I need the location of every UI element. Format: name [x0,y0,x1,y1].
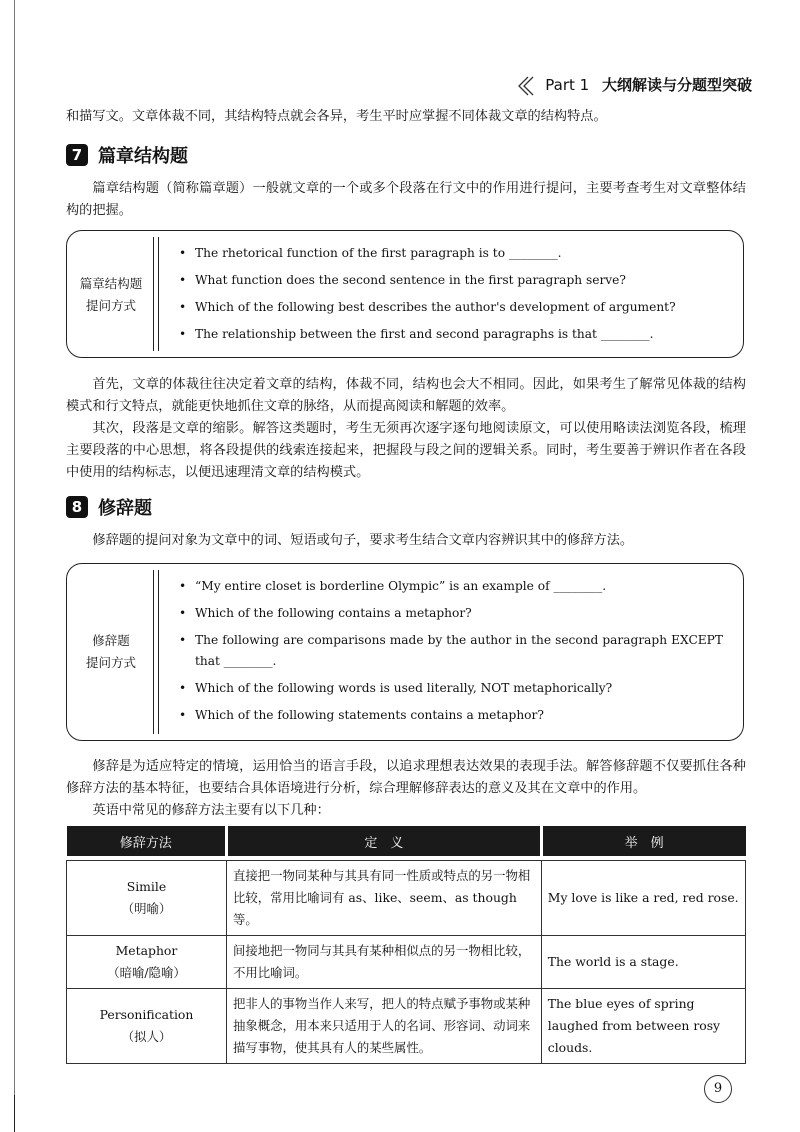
table-row [67,936,746,989]
page-number: 9 [704,1075,732,1103]
column-header-definition: 定 义 [226,826,541,856]
section-7-box-label: 篇章结构题 提问方式 [79,276,143,313]
example-cell: The blue eyes of spring laughed from between rosy clouds. [541,989,745,1064]
term-cell: Simile （明喻） [67,861,227,936]
list-item: • Which of the following best describes the author's development of argument? [179,297,723,318]
column-header-example: 举 例 [541,826,745,856]
list-item: • The relationship between the first and second paragraphs is that ________. [179,324,723,345]
section-7-paragraph-1: 首先，文章的体裁往往决定着文章的结构，体裁不同，结构也会大不相同。因此，如果考生了解常见体裁的结构模式和行文特点，就能更快地抓住文章的脉络，从而提高阅读和解题的效率。 [66,377,746,414]
header-part: Part 1 [545,76,590,94]
list-item: • The following are comparisons made by the author in the second paragraph EXCEPT that ________. [179,630,723,672]
table-header-row [67,826,746,856]
definition-cell: 间接地把一物同与其具有某种相似点的另一物相比较，不用比喻词。 [226,936,541,989]
margin-rule-bottom [14,1095,15,1132]
list-item: • “My entire closet is borderline Olympic” is an example of ________. [179,576,723,597]
margin-rule [14,0,15,1132]
table-row [67,989,746,1064]
term-cell: Personification （拟人） [67,989,227,1064]
section-7-question-list [179,243,723,345]
section-7-number: 7 [66,144,88,166]
example-cell: My love is like a red, red rose. [541,861,745,936]
section-8-box-label: 修辞题 提问方式 [85,633,136,670]
section-8-title: 修辞题 [98,498,152,519]
section-7-description: 篇章结构题（简称篇章题）一般就文章的一个或多个段落在行文中的作用进行提问，主要考查考生对文章整体结构的把握。 [66,181,746,218]
list-item: • The rhetorical function of the first paragraph is to ________. [179,243,723,264]
term-cell: Metaphor （暗喻/隐喻） [67,936,227,989]
section-8-question-list [179,576,723,726]
rhetoric-table [66,826,746,1064]
example-cell: The world is a stage. [541,936,745,989]
definition-cell: 把非人的事物当作人来写，把人的特点赋予事物或某种抽象概念，用本来只适用于人的名词、形容词、动词来描写事物，使其具有人的某些属性。 [226,989,541,1064]
table-row [67,861,746,936]
section-8-number: 8 [66,496,88,518]
section-8-paragraph-1: 修辞是为适应特定的情境，运用恰当的语言手段，以追求理想表达效果的表现手法。解答修辞题不仅要抓住各种修辞方法的基本特征，也要结合具体语境进行分析，综合理解修辞表达的意义及其在文章中的作用。 [66,759,746,796]
section-8-paragraph-2: 英语中常见的修辞方法主要有以下几种： [92,803,330,818]
chevron-decoration-icon [514,75,536,97]
section-8-question-box [66,563,744,741]
section-7-title: 篇章结构题 [98,146,188,167]
column-header-method: 修辞方法 [67,826,227,856]
list-item: • Which of the following statements contains a metaphor? [179,705,723,726]
list-item: • Which of the following words is used literally, NOT metaphorically? [179,678,723,699]
section-7-question-box [66,230,744,358]
header-subtitle: 大纲解读与分题型突破 [601,76,752,94]
section-7-heading [66,142,188,168]
intro-line: 和描写文。文章体裁不同，其结构特点就会各异，考生平时应掌握不同体裁文章的结构特点。 [66,109,607,124]
section-8-description: 修辞题的提问对象为文章中的词、短语或句子，要求考生结合文章内容辨识其中的修辞方法。 [92,533,634,548]
running-header [514,74,752,97]
section-8-heading [66,494,152,520]
definition-cell: 直接把一物同某种与其具有同一性质或特点的另一物相比较，常用比喻词有 as、like、seem、as though 等。 [226,861,541,936]
section-7-paragraph-2: 其次，段落是文章的缩影。解答这类题时，考生无须再次逐字逐句地阅读原文，可以使用略读法浏览各段，梳理主要段落的中心思想，将各段提供的线索连接起来，把握段与段之间的逻辑关系。同时，考生要善于辨识作者在各段中使用的结构标志，以便迅速理清文章的结构模式。 [66,421,746,480]
list-item: • Which of the following contains a metaphor? [179,603,723,624]
list-item: • What function does the second sentence in the first paragraph serve? [179,270,723,291]
